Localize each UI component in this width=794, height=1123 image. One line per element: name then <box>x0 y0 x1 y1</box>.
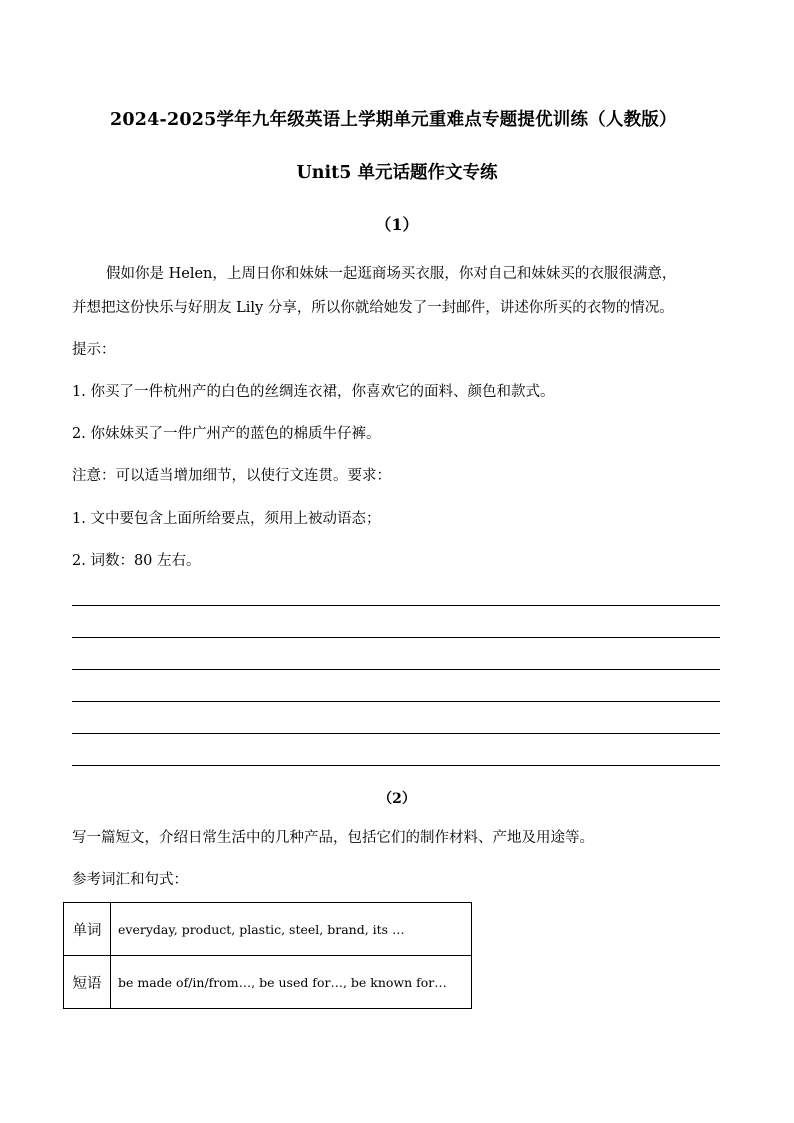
document-title: 2024-2025学年九年级英语上学期单元重难点专题提优训练（人教版） <box>110 110 677 130</box>
table-value-words: everyday, product, plastic, steel, brand, its … <box>111 903 472 956</box>
document-subtitle: Unit5 单元话题作文专练 <box>296 163 498 183</box>
vocabulary-table <box>63 902 472 1009</box>
table-key-words: 单词 <box>64 903 111 956</box>
section-1-number: （1） <box>375 215 419 234</box>
writing-line <box>72 637 720 638</box>
writing-line <box>72 765 720 766</box>
section-2-instruction: 写一篇短文，介绍日常生活中的几种产品，包括它们的制作材料、产地及用途等。 <box>72 830 594 846</box>
requirement-item-1: 1. 文中要包含上面所给要点，须用上被动语态； <box>72 511 381 527</box>
hint-item-2: 2. 你妹妹买了一件广州产的蓝色的棉质牛仔裤。 <box>72 426 381 442</box>
table-value-phrases: be made of/in/from…, be used for…, be known for… <box>111 956 472 1009</box>
requirement-item-2: 2. 词数：80 左右。 <box>72 553 201 569</box>
table-row <box>64 903 472 956</box>
table-key-phrases: 短语 <box>64 956 111 1009</box>
hint-label: 提示： <box>72 342 116 358</box>
writing-line <box>72 701 720 702</box>
writing-line <box>72 605 720 606</box>
prompt-paragraph-line-2: 并想把这份快乐与好朋友 Lily 分享，所以你就给她发了一封邮件，讲述你所买的衣物的情况。 <box>72 300 674 316</box>
table-row <box>64 956 472 1009</box>
note-text: 注意：可以适当增加细节，以使行文连贯。要求： <box>72 468 391 484</box>
hint-item-1: 1. 你买了一件杭州产的白色的丝绸连衣裙，你喜欢它的面料、颜色和款式。 <box>72 384 555 400</box>
section-2-number: （2） <box>378 791 416 807</box>
prompt-paragraph-line-1: 假如你是 Helen，上周日你和妹妹一起逛商场买衣服，你对自己和妹妹买的衣服很满意， <box>106 266 677 282</box>
writing-line <box>72 733 720 734</box>
reference-label: 参考词汇和句式： <box>72 872 188 888</box>
writing-line <box>72 669 720 670</box>
